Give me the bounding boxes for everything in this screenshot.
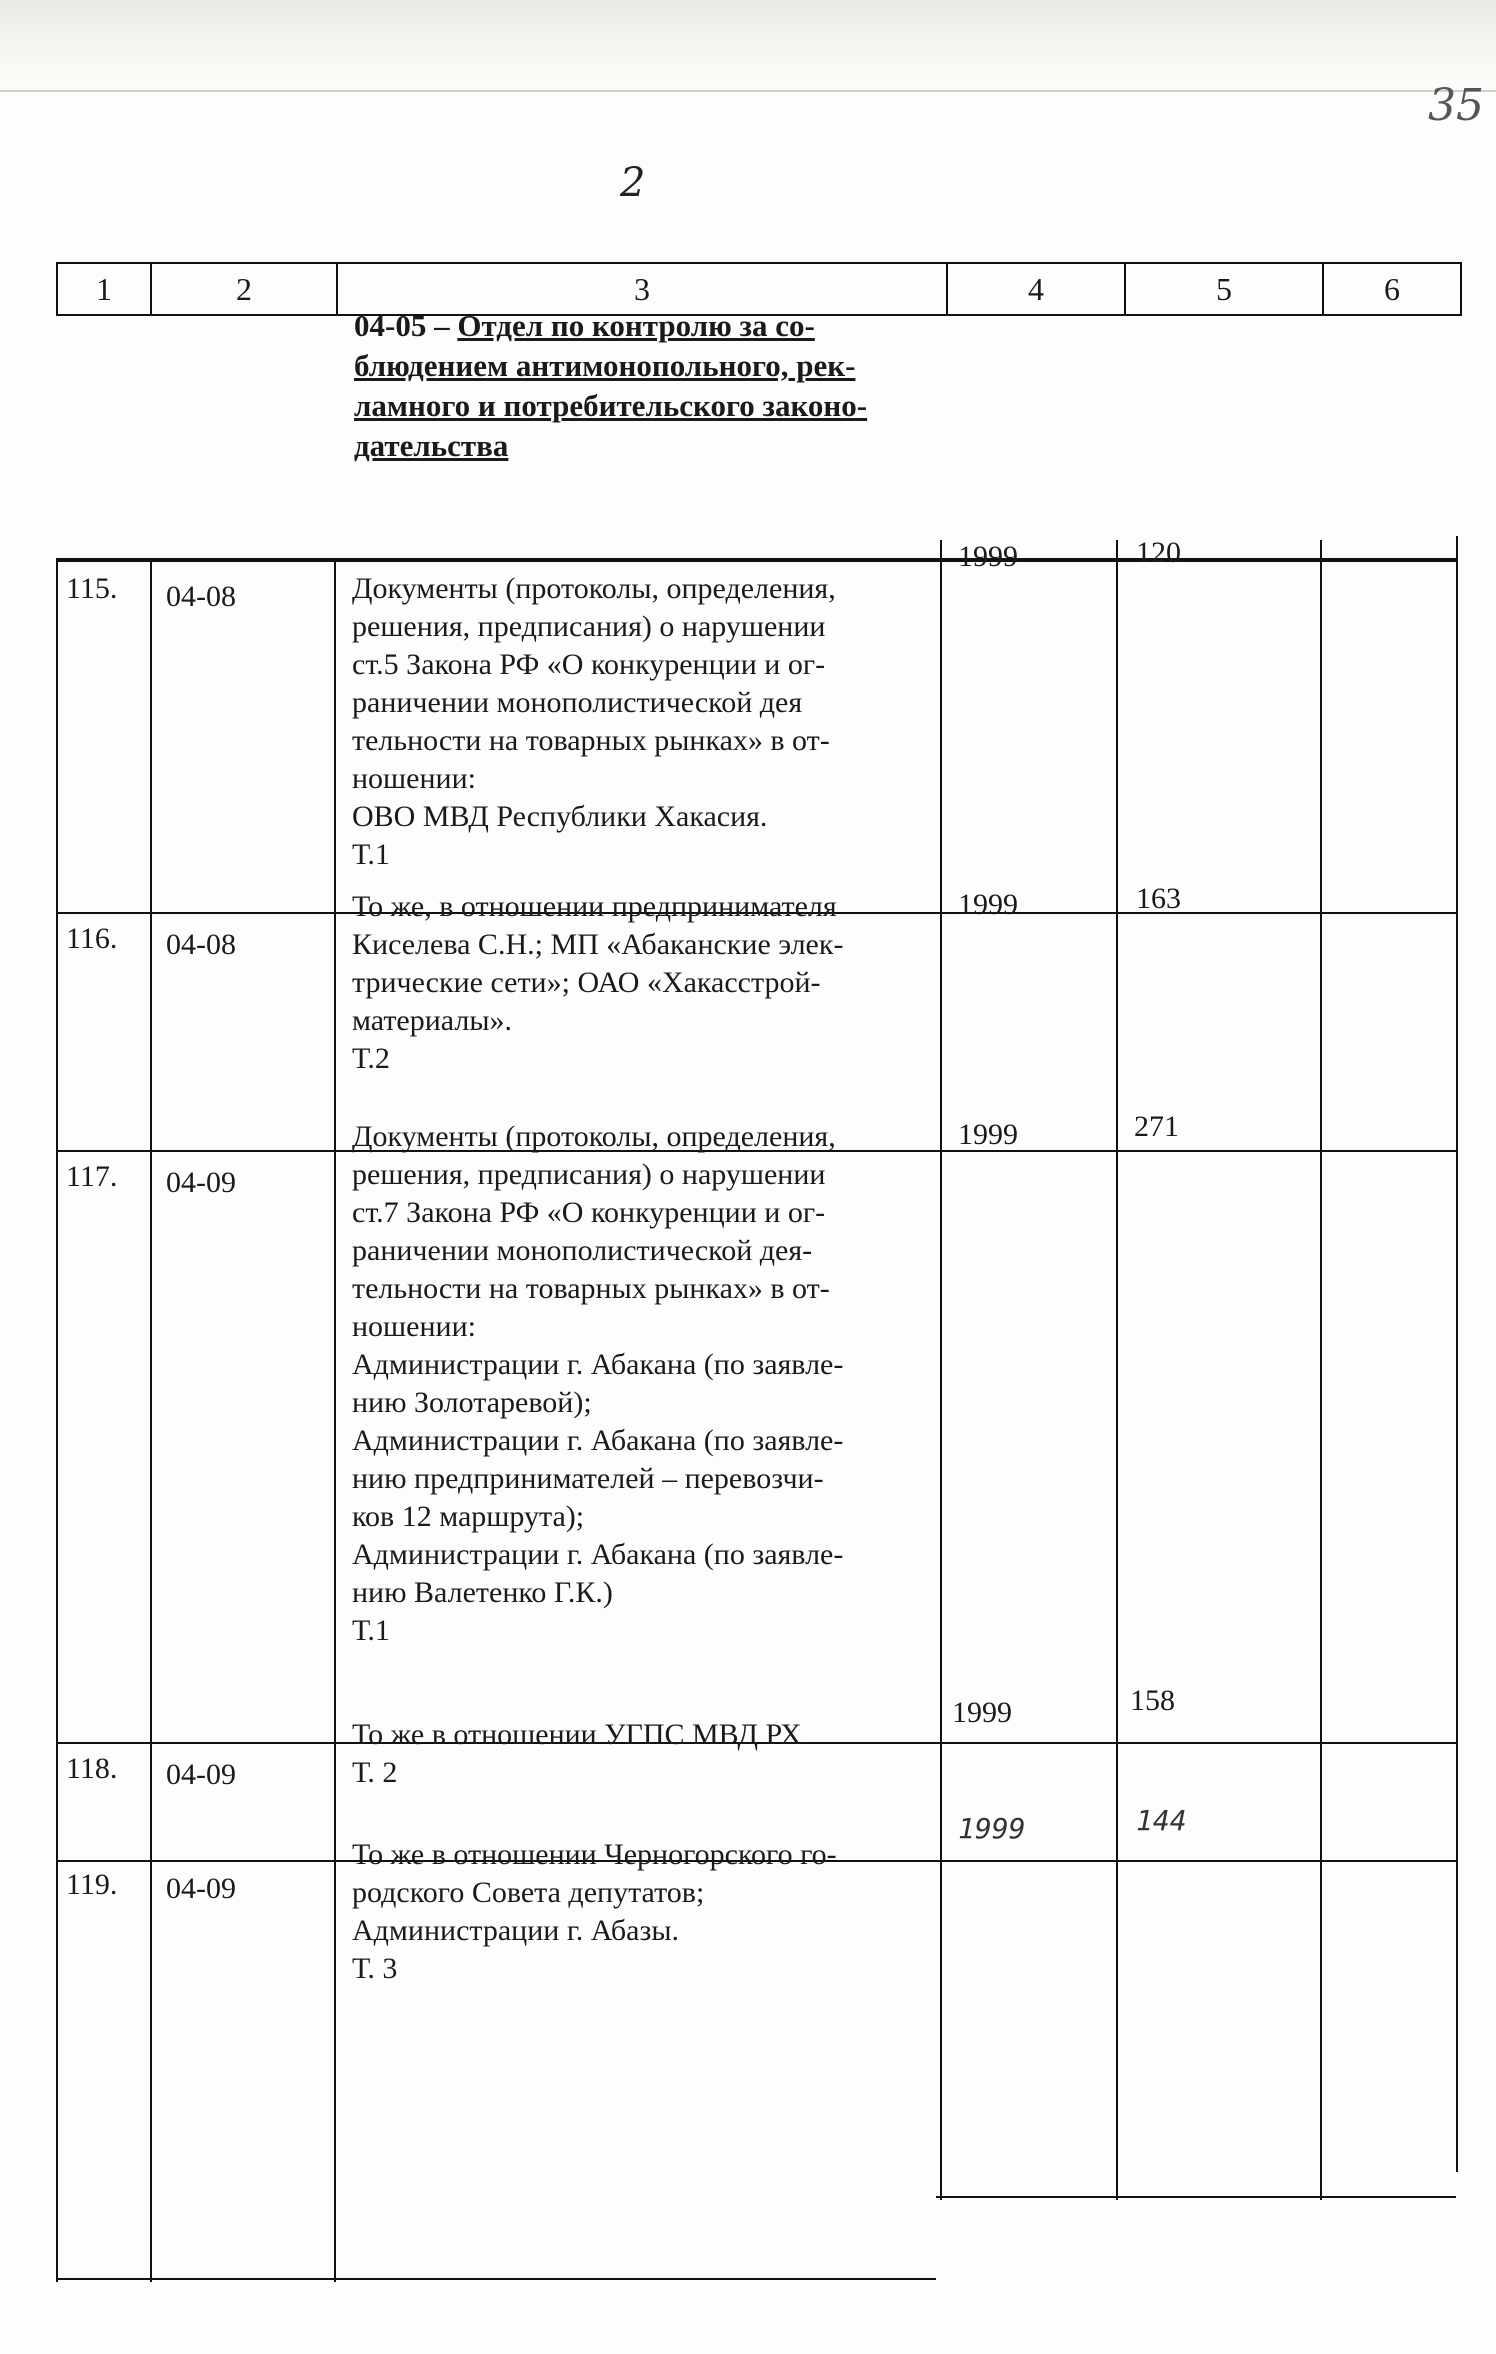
row-index: 04-08 bbox=[166, 580, 236, 613]
column-header-6: 6 bbox=[1324, 262, 1462, 316]
description-line: Администрации г. Абазы. bbox=[352, 1914, 679, 1947]
column-header-5: 5 bbox=[1126, 262, 1324, 316]
column-header-4: 4 bbox=[948, 262, 1126, 316]
description-line: Т. 2 bbox=[352, 1756, 398, 1789]
row-divider bbox=[56, 558, 1458, 560]
row-page-count: 158 bbox=[1130, 1684, 1175, 1717]
row-description bbox=[352, 888, 932, 1078]
row-description bbox=[352, 1836, 932, 1988]
row-page-count: 271 bbox=[1134, 1110, 1179, 1143]
description-line: нию предпринимателей – перевозчи- bbox=[352, 1462, 824, 1495]
row-year: 1999 bbox=[958, 540, 1018, 573]
row-index: 04-09 bbox=[166, 1872, 236, 1905]
description-line: тельности на товарных рынках» в от- bbox=[352, 1272, 830, 1305]
column-header-1: 1 bbox=[56, 262, 152, 316]
col-divider bbox=[940, 540, 942, 2200]
section-title-line: Отдел по контролю за со- bbox=[457, 308, 815, 343]
description-line: То же в отношении Черногорского го- bbox=[352, 1838, 837, 1871]
section-heading bbox=[354, 306, 954, 466]
row-year: 1999 bbox=[958, 1118, 1018, 1151]
description-line: Администрации г. Абакана (по заявле- bbox=[352, 1424, 844, 1457]
description-line: ношении: bbox=[352, 1310, 476, 1343]
description-line: материалы». bbox=[352, 1004, 513, 1037]
description-line: Т.1 bbox=[352, 838, 390, 871]
description-line: ОВО МВД Республики Хакасия. bbox=[352, 800, 768, 833]
row-description bbox=[352, 1118, 932, 1650]
description-line: Т.1 bbox=[352, 1614, 390, 1647]
description-line: ношении: bbox=[352, 762, 476, 795]
col-divider bbox=[1456, 536, 1458, 2172]
description-line: Администрации г. Абакана (по заявле- bbox=[352, 1348, 844, 1381]
row-index: 04-08 bbox=[166, 928, 236, 961]
col-divider bbox=[150, 560, 152, 2282]
section-code: 04-05 – bbox=[354, 308, 458, 343]
description-line: решения, предписания) о нарушении bbox=[352, 1158, 826, 1191]
row-year: 1999 bbox=[958, 888, 1018, 921]
description-line: нию Золотаревой); bbox=[352, 1386, 592, 1419]
description-line: Документы (протоколы, определения, bbox=[352, 572, 836, 605]
description-line: ков 12 маршрута); bbox=[352, 1500, 585, 1533]
row-year: 1999 bbox=[958, 1812, 1026, 1845]
section-title-line: блюдением антимонопольного, рек- bbox=[354, 348, 856, 383]
row-description bbox=[352, 1716, 932, 1792]
description-line: раничении монополистической дея bbox=[352, 686, 803, 719]
row-number: 119. bbox=[66, 1868, 118, 1901]
description-line: Администрации г. Абакана (по заявле- bbox=[352, 1538, 844, 1571]
description-line: Т. 3 bbox=[352, 1952, 398, 1985]
table-bottom-border bbox=[936, 2196, 1456, 2198]
description-line: ст.7 Закона РФ «О конкуренции и ог- bbox=[352, 1196, 826, 1229]
row-number: 118. bbox=[66, 1752, 118, 1785]
col-divider bbox=[1116, 540, 1118, 2200]
col-divider bbox=[1320, 540, 1322, 2200]
description-line: То же, в отношении предпринимателя bbox=[352, 890, 837, 923]
row-index: 04-09 bbox=[166, 1166, 236, 1199]
table-bottom-border bbox=[56, 2278, 936, 2280]
row-description bbox=[352, 570, 932, 874]
description-line: решения, предписания) о нарушении bbox=[352, 610, 826, 643]
description-line: нию Валетенко Г.К.) bbox=[352, 1576, 613, 1609]
row-number: 115. bbox=[66, 572, 118, 605]
sheet-number: 2 bbox=[620, 160, 646, 206]
description-line: Киселева С.Н.; МП «Абаканские элек- bbox=[352, 928, 844, 961]
description-line: Т.2 bbox=[352, 1042, 390, 1075]
row-year: 1999 bbox=[952, 1696, 1012, 1729]
row-number: 117. bbox=[66, 1160, 118, 1193]
description-line: родского Совета депутатов; bbox=[352, 1876, 705, 1909]
column-header-3: 3 bbox=[338, 262, 948, 316]
column-header-2: 2 bbox=[152, 262, 338, 316]
row-index: 04-09 bbox=[166, 1758, 236, 1791]
col-divider bbox=[334, 560, 336, 2282]
section-title-line: дательства bbox=[354, 428, 509, 463]
description-line: ст.5 Закона РФ «О конкуренции и ог- bbox=[352, 648, 826, 681]
description-line: То же в отношении УГПС МВД РХ bbox=[352, 1718, 802, 1751]
row-page-count: 163 bbox=[1136, 882, 1181, 915]
col-divider bbox=[56, 560, 58, 2282]
row-page-count: 120 bbox=[1136, 536, 1181, 569]
page-top-edge bbox=[0, 0, 1496, 92]
table-top-border bbox=[56, 560, 1458, 562]
description-line: раничении монополистической дея- bbox=[352, 1234, 813, 1267]
description-line: тельности на товарных рынках» в от- bbox=[352, 724, 830, 757]
section-title-line: ламного и потребительского законо- bbox=[354, 388, 868, 423]
archive-page-number: 35 bbox=[1428, 80, 1484, 131]
description-line: Документы (протоколы, определения, bbox=[352, 1120, 836, 1153]
row-page-count: 144 bbox=[1136, 1804, 1187, 1837]
description-line: трические сети»; ОАО «Хакасстрой- bbox=[352, 966, 821, 999]
row-number: 116. bbox=[66, 922, 118, 955]
